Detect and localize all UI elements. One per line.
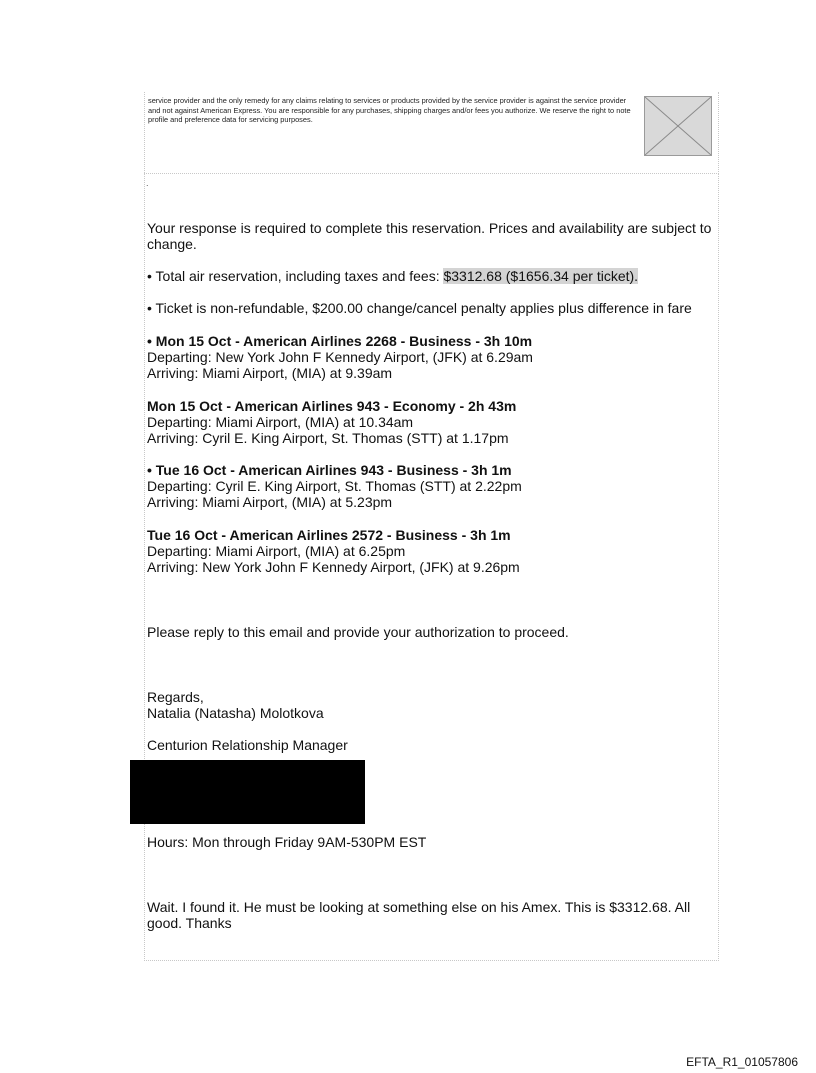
reply-message: Wait. I found it. He must be looking at something else on his Amex. This is $3312.68. All good. Thanks <box>147 899 691 931</box>
total-line <box>147 268 638 284</box>
flight-heading: Mon 15 Oct - American Airlines 943 - Economy - 2h 43m <box>147 398 517 414</box>
flight-departing: Departing: Cyril E. King Airport, St. Thomas (STT) at 2.22pm <box>147 478 522 494</box>
total-amount-highlight: $3312.68 ($1656.34 per ticket). <box>443 268 639 284</box>
redaction-box <box>130 760 365 824</box>
broken-image-placeholder <box>644 96 712 156</box>
signoff-title: Centurion Relationship Manager <box>147 737 348 753</box>
disclaimer-text: service provider and the only remedy for any claims relating to services or products provided by the service provider is against the service provider and not against American Express. You are responsible for any purchases, shipping charges and/or fees you authorize. We reserve the right to note profile and preference data for servicing purposes. <box>148 96 631 125</box>
bullet: • <box>147 268 152 284</box>
flight-arriving: Arriving: Miami Airport, (MIA) at 9.39am <box>147 365 393 381</box>
flight-heading: Tue 16 Oct - American Airlines 2572 - Business - 3h 1m <box>147 527 511 543</box>
document-id: EFTA_R1_01057806 <box>686 1055 798 1069</box>
ticket-note: Ticket is non-refundable, $200.00 change/cancel penalty applies plus difference in fare <box>155 300 692 316</box>
flight-heading <box>147 462 512 478</box>
flight-departing: Departing: Miami Airport, (MIA) at 10.34am <box>147 414 414 430</box>
ticket-note-line <box>147 300 692 316</box>
bullet: • <box>147 462 152 478</box>
signoff-regards: Regards, <box>147 689 204 705</box>
signoff-hours: Hours: Mon through Friday 9AM-530PM EST <box>147 834 427 850</box>
flight-heading <box>147 333 532 349</box>
signoff-name: Natalia (Natasha) Molotkova <box>147 705 324 721</box>
image-placeholder-icon <box>645 97 711 155</box>
flight-arriving: Arriving: Miami Airport, (MIA) at 5.23pm <box>147 494 393 510</box>
reply-request: Please reply to this email and provide your authorization to proceed. <box>147 624 569 640</box>
separator-dot: . <box>146 178 149 188</box>
bullet: • <box>147 300 152 316</box>
intro-text: Your response is required to complete this reservation. Prices and availability are subject to change. <box>147 220 712 252</box>
flight-departing: Departing: Miami Airport, (MIA) at 6.25pm <box>147 543 406 559</box>
flight-heading-text: Mon 15 Oct - American Airlines 2268 - Business - 3h 10m <box>155 333 533 349</box>
flight-departing: Departing: New York John F Kennedy Airport, (JFK) at 6.29am <box>147 349 533 365</box>
bullet: • <box>147 333 152 349</box>
flight-arriving: Arriving: New York John F Kennedy Airport, (JFK) at 9.26pm <box>147 559 520 575</box>
flight-heading-text: Tue 16 Oct - American Airlines 943 - Business - 3h 1m <box>155 462 512 478</box>
flight-arriving: Arriving: Cyril E. King Airport, St. Thomas (STT) at 1.17pm <box>147 430 509 446</box>
total-label: Total air reservation, including taxes and fees: <box>155 268 444 284</box>
